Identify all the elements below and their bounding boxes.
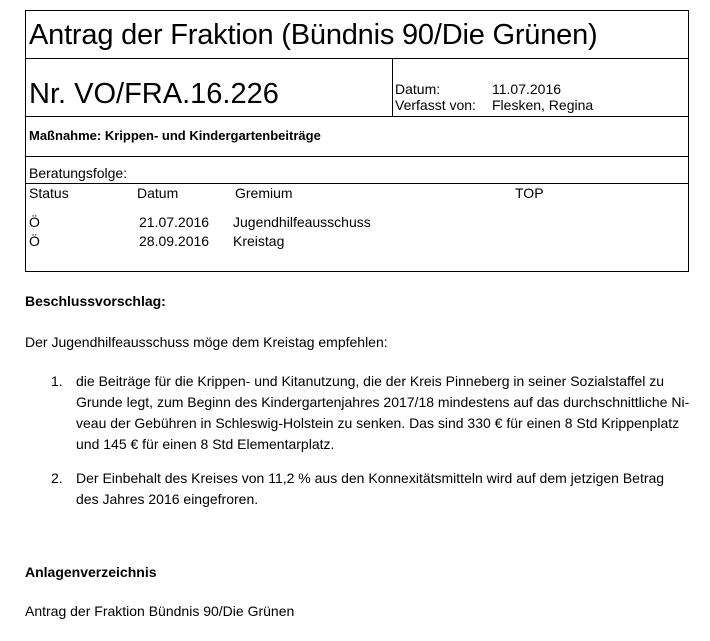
column-header-top: TOP xyxy=(515,185,544,201)
row-datum: 21.07.2016 xyxy=(139,214,210,230)
list-item-line: des Jahres 2016 eingefroren. xyxy=(76,491,259,507)
column-header-status: Status xyxy=(29,185,69,201)
row-gremium: Kreistag xyxy=(233,233,285,249)
column-header-gremium: Gremium xyxy=(235,185,293,201)
beschluss-heading: Beschlussvorschlag: xyxy=(25,293,166,309)
list-item-number: 1. xyxy=(51,373,63,389)
row-gremium: Jugendhilfeausschuss xyxy=(233,214,371,230)
document-title: Antrag der Fraktion (Bündnis 90/Die Grünen) xyxy=(29,19,598,51)
list-item-line: die Beiträge für die Krippen- und Kitanutzung, die der Kreis Pinneberg in seiner Sozialstaffel zu xyxy=(76,373,665,389)
column-header-datum: Datum xyxy=(137,185,179,201)
list-item-line: veau der Gebühren in Schleswig-Holstein zu senken. Das sind 330 € für einen 8 Std Krippenplatz xyxy=(76,415,680,431)
anlagen-heading: Anlagenverzeichnis xyxy=(25,564,157,580)
row-datum: 28.09.2016 xyxy=(139,233,210,249)
list-item-line: Der Einbehalt des Kreises von 11,2 % aus den Konnexitätsmitteln wird auf dem jetzigen Betrag xyxy=(76,470,665,486)
list-item-line: und 145 € für einen 8 Std Elementarplatz. xyxy=(76,436,335,452)
intro-paragraph: Der Jugendhilfeausschuss möge dem Kreistag empfehlen: xyxy=(25,334,388,350)
massnahme-title: Maßnahme: Krippen- und Kindergartenbeiträge xyxy=(29,128,321,143)
row-status: Ö xyxy=(29,214,40,230)
anlagen-item: Antrag der Fraktion Bündnis 90/Die Grünen xyxy=(25,603,295,619)
divider-vertical xyxy=(392,59,393,116)
divider xyxy=(26,183,688,184)
list-item-number: 2. xyxy=(51,470,63,486)
verfasst-label: Verfasst von: xyxy=(395,97,476,113)
divider xyxy=(26,58,688,59)
beratungsfolge-label: Beratungsfolge: xyxy=(29,165,128,181)
divider xyxy=(26,156,688,157)
row-status: Ö xyxy=(29,233,40,249)
document-number: Nr. VO/FRA.16.226 xyxy=(29,78,279,110)
header-table xyxy=(25,10,689,272)
list-item-line: Grunde legt, zum Beginn des Kindergartenjahres 2017/18 mindestens auf das durchschnittliche Ni- xyxy=(76,394,690,410)
datum-label: Datum: xyxy=(395,81,441,97)
datum-value: 11.07.2016 xyxy=(492,81,562,97)
verfasst-value: Flesken, Regina xyxy=(492,97,594,113)
divider xyxy=(26,116,688,117)
